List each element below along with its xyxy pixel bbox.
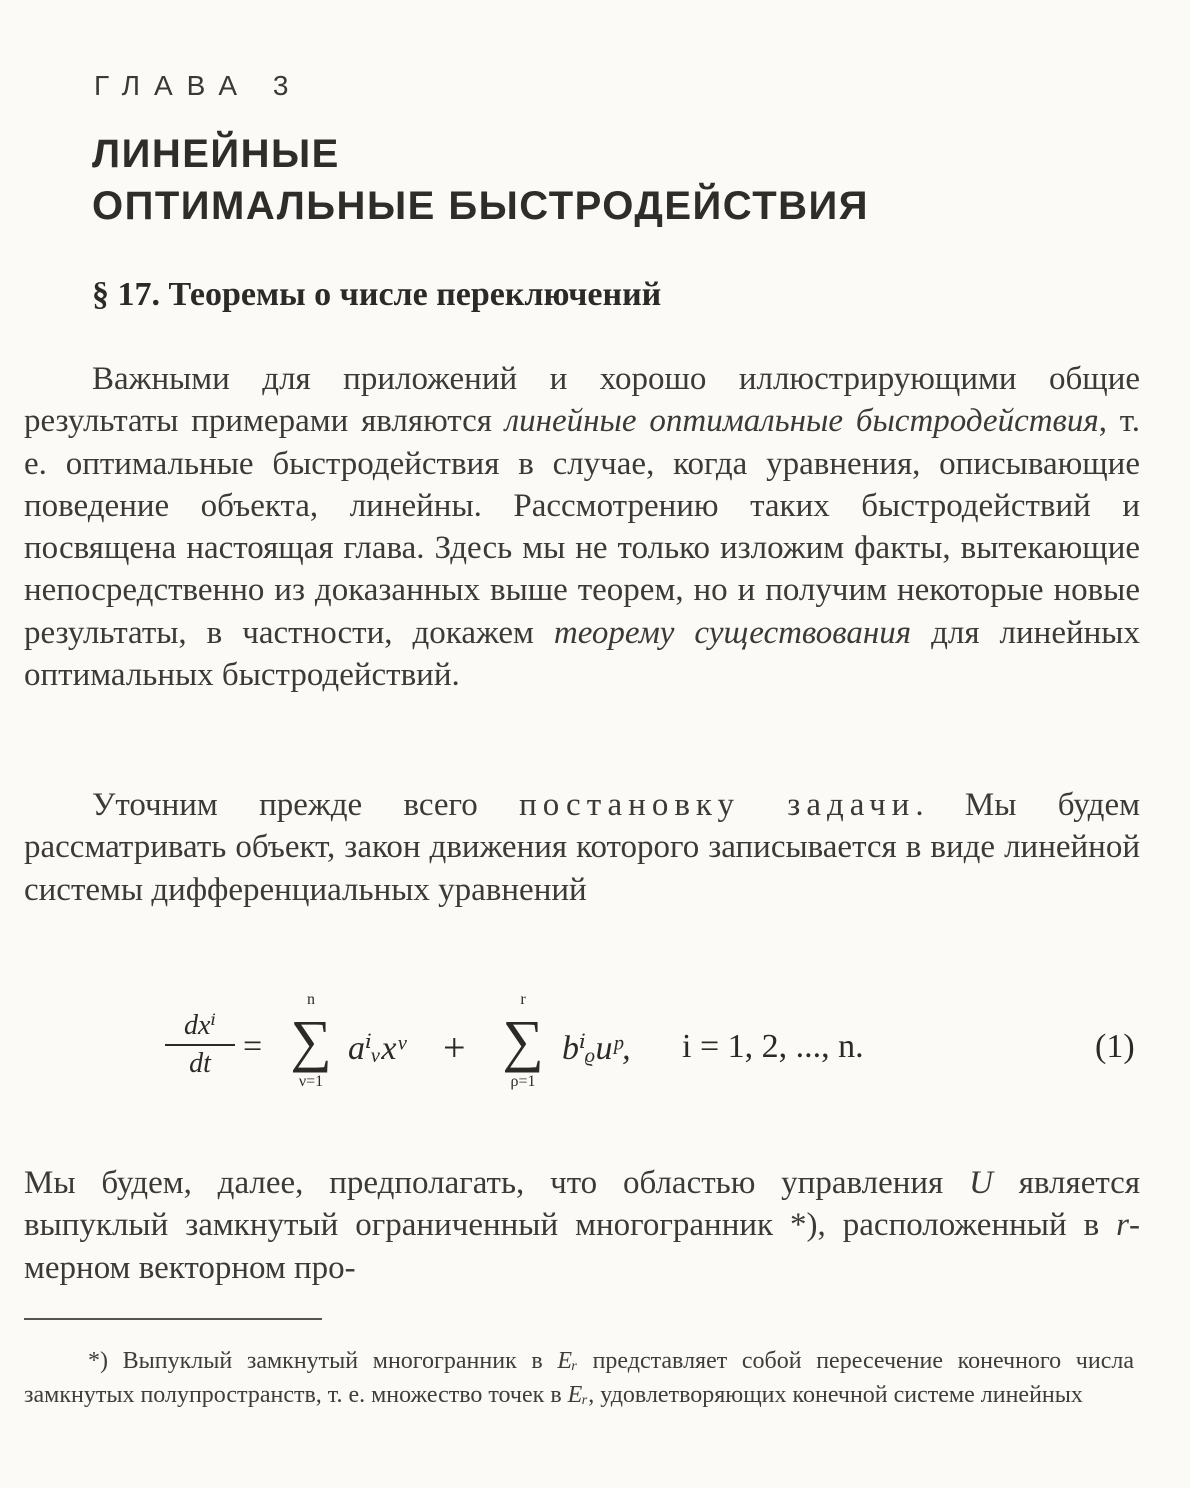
emphasis-term: линейные оптимальные быстродействия bbox=[504, 403, 1099, 440]
paragraph-text: Уточним прежде всего bbox=[92, 787, 520, 823]
equation-number: (1) bbox=[1095, 1028, 1135, 1065]
paragraph-text: Мы будем, далее, предполагать, что областью управления bbox=[24, 1165, 970, 1201]
paragraph-problem bbox=[24, 784, 1140, 911]
fraction-numerator: dxⁱ bbox=[183, 1010, 217, 1041]
emphasis-symbol: Eᵣ bbox=[557, 1348, 578, 1374]
term-1: aⁱᵥxᵛ bbox=[348, 1030, 406, 1067]
sum-2-lower: ρ=1 bbox=[510, 1073, 536, 1090]
plus-sign: + bbox=[443, 1025, 466, 1070]
emphasis-symbol: r bbox=[1116, 1207, 1129, 1244]
fraction-denominator: dt bbox=[189, 1048, 211, 1079]
footnote-text: , удовлетворяющих конечной системе линейных bbox=[588, 1382, 1083, 1408]
chapter-title bbox=[92, 128, 869, 232]
footnote-text: *) Выпуклый замкнутый многогранник в bbox=[88, 1348, 558, 1374]
footnote bbox=[24, 1344, 1134, 1412]
emphasis-term: теорему существования bbox=[553, 614, 912, 651]
chapter-title-line-2: ОПТИМАЛЬНЫЕ БЫСТРОДЕЙСТВИЯ bbox=[92, 184, 870, 228]
footnote-divider bbox=[24, 1318, 322, 1320]
paragraph-text: для линейных оптимальных быстродействий. bbox=[24, 614, 1140, 694]
sum-1-upper: n bbox=[307, 991, 315, 1008]
paragraph-text: , т. е. оптимальные быстродействия в случае, когда уравнения, описывающие поведение объекта, линейны. Рассмотрению таких быстродействий и посвящена настоящая глава. Здесь мы не только изложим факты, вытекающие непосредственно из доказанных выше теорем, но и получим некоторые новые результаты, в частности, докажем bbox=[24, 403, 1140, 651]
paragraph-control-region bbox=[24, 1162, 1140, 1289]
equation-1 bbox=[165, 990, 1135, 1120]
derivative-fraction bbox=[165, 1010, 235, 1080]
paragraph-text: . Мы будем рассматривать объект, закон движения которого записывается в виде линейной системы дифференциальных уравнений bbox=[24, 787, 1140, 908]
sigma-symbol: ∑ bbox=[290, 1008, 332, 1073]
paragraph-text: -мерном векторном про- bbox=[24, 1207, 1140, 1286]
term-2: bⁱᵨuᵖ, bbox=[562, 1030, 631, 1067]
emphasis-symbol: U bbox=[969, 1165, 993, 1201]
section-heading: § 17. Теоремы о числе переключений bbox=[92, 276, 662, 313]
footnote-text-block bbox=[24, 1344, 1134, 1412]
spaced-term: постановку задачи bbox=[519, 787, 916, 823]
sum-1 bbox=[281, 990, 341, 1092]
chapter-label: ГЛАВА 3 bbox=[94, 70, 303, 101]
sigma-symbol: ∑ bbox=[502, 1008, 544, 1073]
paragraph-text: является выпуклый замкнутый ограниченный многогранник *), расположенный в bbox=[24, 1165, 1140, 1244]
chapter-title-line-1: ЛИНЕЙНЫЕ bbox=[92, 132, 340, 176]
paragraph-intro bbox=[24, 358, 1140, 696]
sum-2-upper: r bbox=[520, 991, 526, 1008]
fraction-bar bbox=[165, 1044, 235, 1046]
index-condition: i = 1, 2, ..., n. bbox=[682, 1028, 864, 1065]
equals-sign: = bbox=[243, 1028, 263, 1065]
footnote-text: представляет собой пересечение конечного числа замкнутых полупространств, т. е. множество точек в bbox=[24, 1348, 1134, 1408]
sum-1-lower: ν=1 bbox=[298, 1073, 324, 1090]
emphasis-symbol: Eᵣ bbox=[567, 1382, 589, 1408]
sum-2 bbox=[493, 990, 553, 1092]
paragraph-text: Важными для приложений и хорошо иллюстрирующими общие результаты примерами являются bbox=[24, 361, 1140, 440]
